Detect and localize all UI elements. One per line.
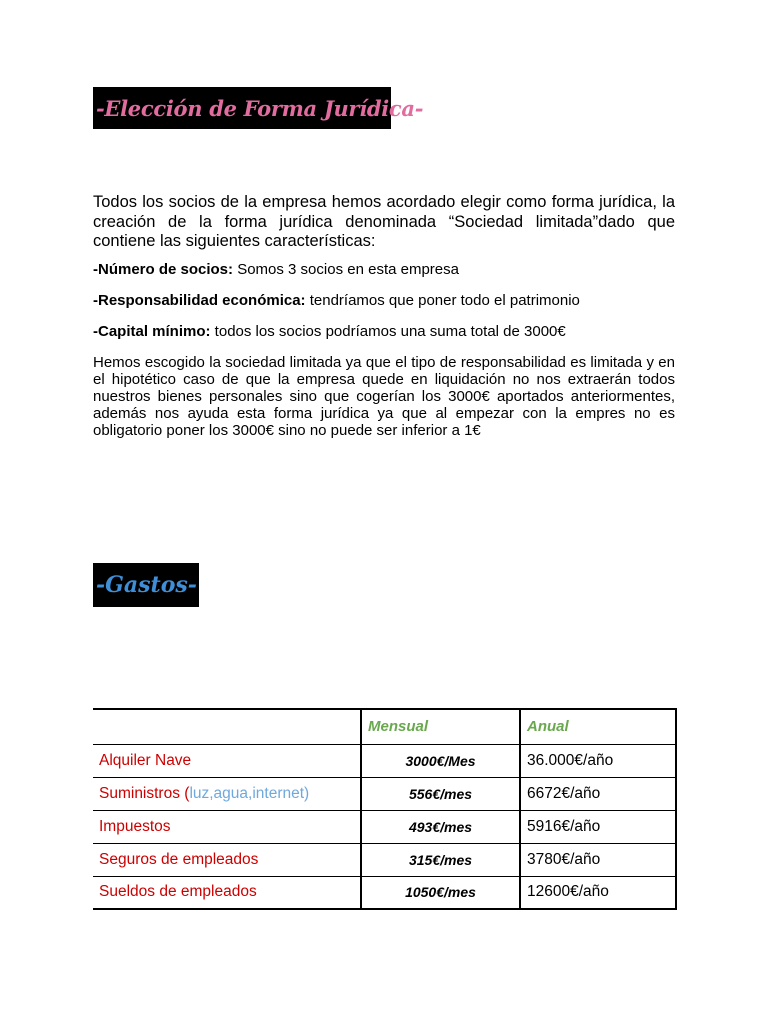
item-capital-minimo	[93, 323, 693, 340]
row-concept: Impuestos	[93, 810, 361, 843]
concept-end: )	[304, 784, 310, 802]
row-monthly: 493€/mes	[361, 810, 520, 843]
item-numero-socios	[93, 261, 693, 278]
header-mensual: Mensual	[361, 709, 520, 744]
header-empty-cell	[93, 709, 361, 744]
item-text: tendríamos que poner todo el patrimonio	[305, 292, 580, 309]
concept-text: Suministros (	[99, 784, 190, 802]
table-row	[93, 777, 676, 810]
row-annual: 5916€/año	[520, 810, 676, 843]
row-monthly: 1050€/mes	[361, 876, 520, 909]
closing-paragraph: Hemos escogido la sociedad limitada ya que el tipo de responsabilidad es limitada y en el hipotético caso de que la empresa quede en liquidación no nos extraerán todos nuestros bienes personales sino que cogerían los 3000€ aportados anteriormentes, además nos ayuda esta forma jurídica ya que al empezar con la empres no es obligatorio poner los 3000€ sino no puede ser inferior a 1€	[93, 354, 675, 439]
row-concept: Alquiler Nave	[93, 744, 361, 777]
header-anual: Anual	[520, 709, 676, 744]
item-label: -Capital mínimo:	[93, 323, 211, 340]
row-annual: 6672€/año	[520, 777, 676, 810]
item-text: todos los socios podríamos una suma total de 3000€	[210, 323, 566, 340]
row-concept: Seguros de empleados	[93, 843, 361, 876]
item-responsabilidad	[93, 292, 693, 309]
row-monthly: 315€/mes	[361, 843, 520, 876]
expenses-table	[93, 708, 677, 910]
row-annual: 3780€/año	[520, 843, 676, 876]
intro-paragraph: Todos los socios de la empresa hemos acordado elegir como forma jurídica, la creación de la forma jurídica denominada “Sociedad limitada”dado que contiene las siguientes características:	[93, 193, 675, 250]
row-concept: Sueldos de empleados	[93, 876, 361, 909]
row-annual: 12600€/año	[520, 876, 676, 909]
row-monthly: 3000€/Mes	[361, 744, 520, 777]
item-text: Somos 3 socios en esta empresa	[233, 261, 459, 278]
section-heading-forma-juridica: -Elección de Forma Jurídica-	[93, 87, 391, 129]
row-monthly: 556€/mes	[361, 777, 520, 810]
item-label: -Responsabilidad económica:	[93, 292, 306, 309]
table-row	[93, 744, 676, 777]
section-heading-gastos: -Gastos-	[93, 563, 199, 607]
table-row	[93, 843, 676, 876]
row-annual: 36.000€/año	[520, 744, 676, 777]
table-row	[93, 876, 676, 909]
table-header-row	[93, 709, 676, 744]
concept-note: luz,agua,internet	[189, 784, 305, 802]
row-concept	[93, 777, 361, 810]
item-label: -Número de socios:	[93, 261, 234, 278]
table-row	[93, 810, 676, 843]
